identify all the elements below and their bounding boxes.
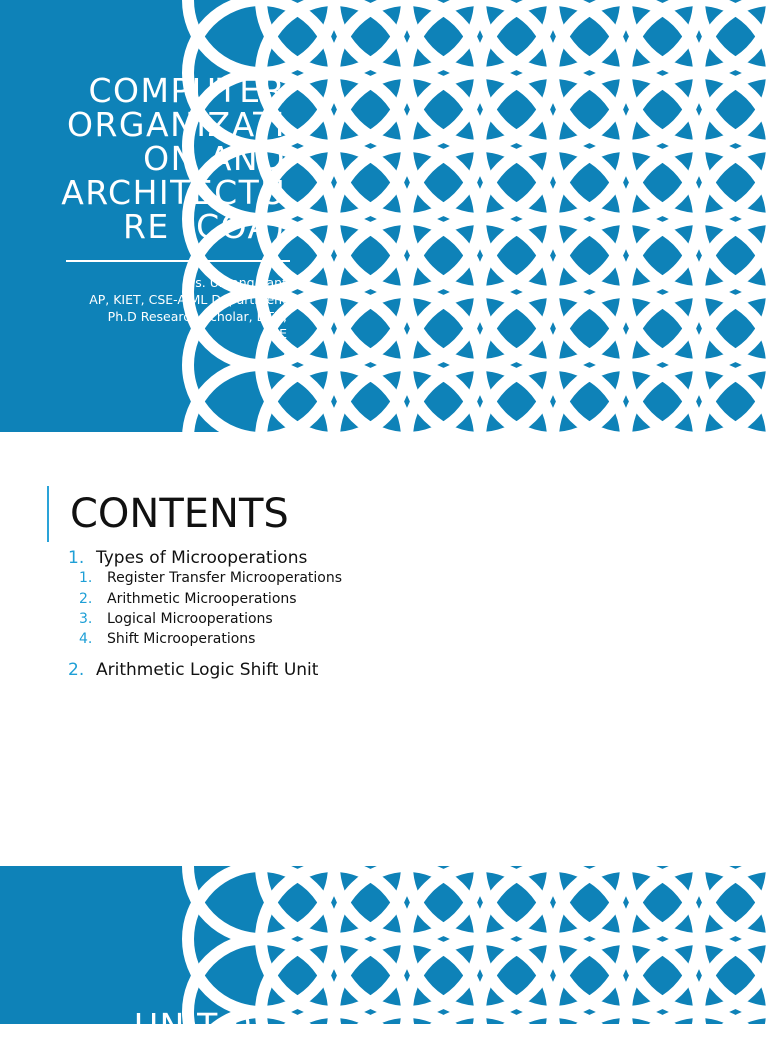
author-line: Ph.D Research Scholar, DTU, [107,309,287,324]
list-item [68,547,307,569]
title-divider [66,260,290,262]
presentation-title [20,71,286,246]
title-line: ORGANIZATI [67,105,286,144]
title-line: RE (COA) [122,207,286,246]
contents-heading: CONTENTS [70,491,289,537]
list-item-text: Shift Microoperations [107,631,256,647]
list-item-number: 1. [68,548,85,568]
author-line: AP, KIET, CSE-AIML Department [89,292,287,307]
list-item-number: 2. [68,660,85,680]
list-item-text: Register Transfer Microoperations [107,570,343,586]
list-item-number: 2. [79,591,93,607]
circle-lattice-pattern [334,866,768,1024]
list-item-number: 4. [79,631,93,647]
sub-list-item [79,630,255,648]
author-line: ) [282,343,287,358]
author-line: Ms. Umang Kant [184,275,287,290]
sub-list-item [79,610,273,628]
title-slide [0,0,768,432]
list-item-text: Arithmetic Microoperations [107,591,297,607]
list-item-text: Arithmetic Logic Shift Unit [96,660,319,680]
title-line: ON AND [143,139,286,178]
unit-title: UNIT 01 [134,1006,276,1045]
list-item [68,659,318,681]
list-item-number: 1. [79,570,93,586]
sub-list-item [79,569,342,587]
list-item-text: Logical Microoperations [107,611,273,627]
sub-list-item [79,590,297,608]
section-slide [0,866,768,1045]
author-info [60,274,287,359]
author-line: CSE [262,326,287,341]
circle-lattice-pattern [334,0,768,432]
title-line: COMPUTER [88,71,286,110]
list-item-number: 3. [79,611,93,627]
list-item-text: Types of Microoperations [96,548,308,568]
title-line: ARCHITECTU [61,173,286,212]
heading-accent-bar [47,486,49,542]
